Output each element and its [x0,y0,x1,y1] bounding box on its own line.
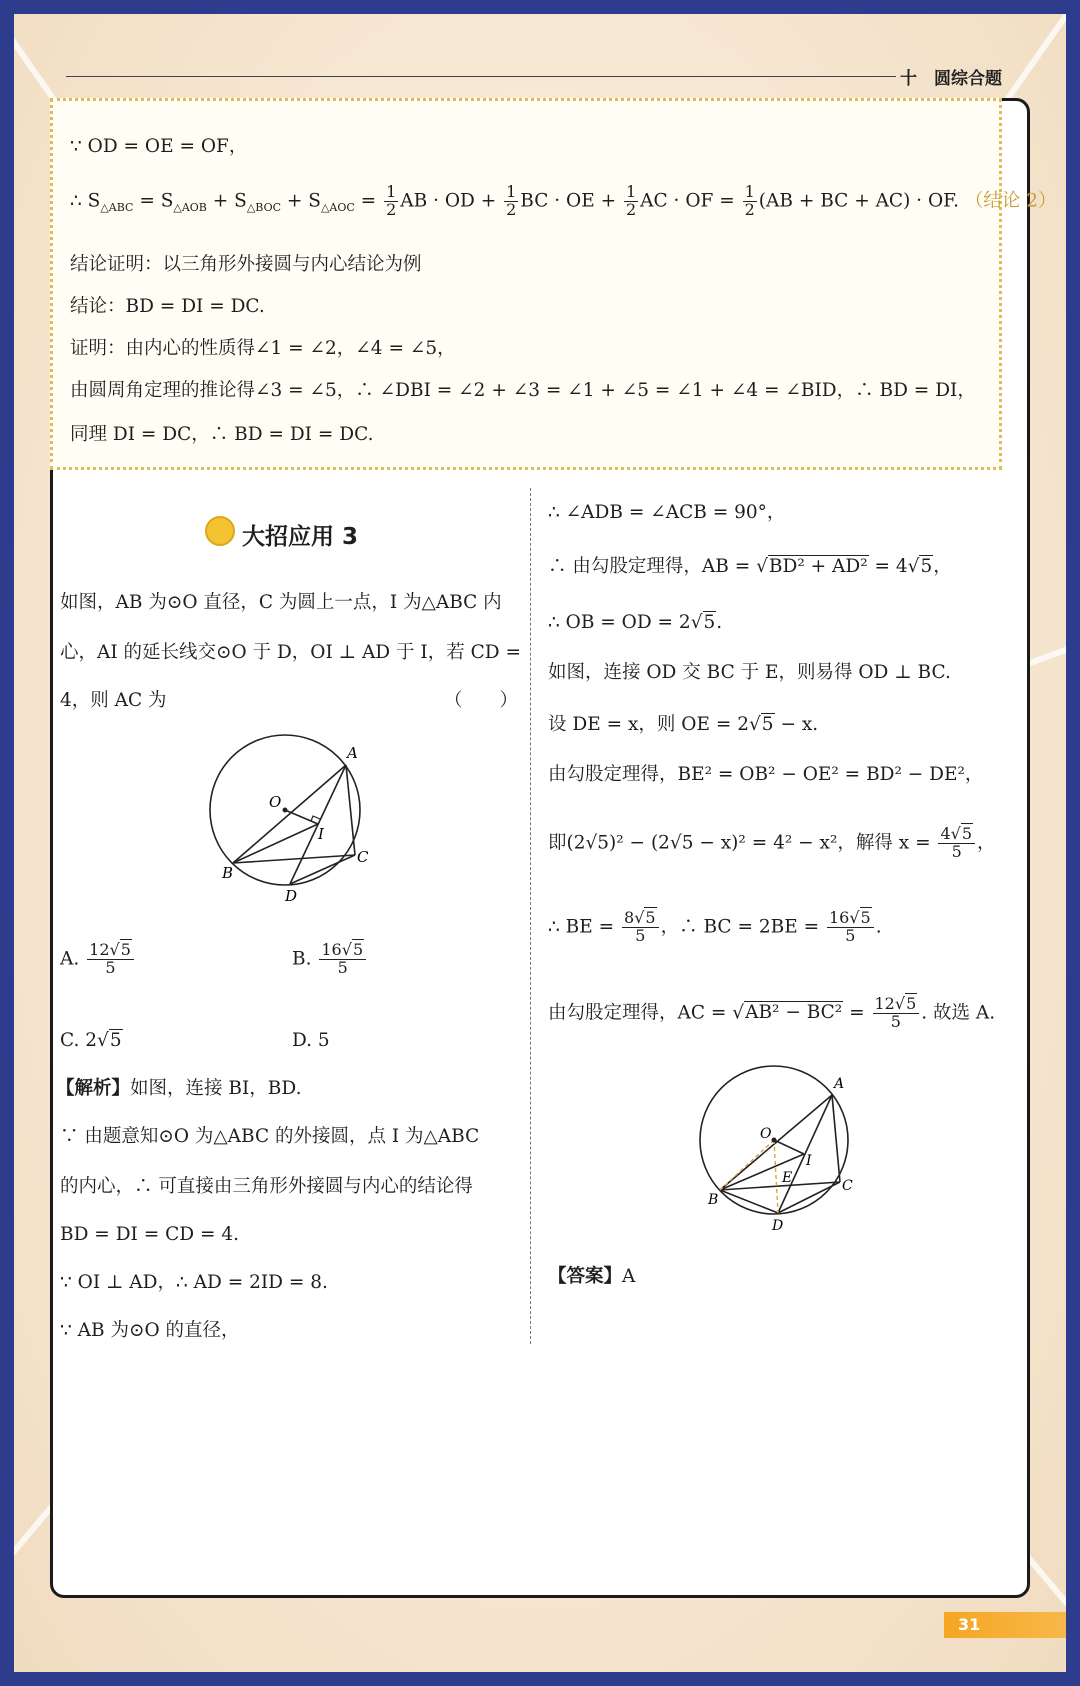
label-c-2: C [842,1178,853,1194]
solution-line-7: 即(2√5)² − (2√5 − x)² = 4² − x²，解得 x = $\frac{4√5}{5}$ ， [548,824,996,861]
label-a: A [347,744,358,762]
solution-line-3: ∴ OB = OD = 2√5. [548,612,723,633]
proof-line-2: 由圆周角定理的推论得∠3 = ∠5，∴ ∠DBI = ∠2 + ∠3 = ∠1 + ∠5 = ∠1 + ∠4 = ∠BID，∴ BD = DI， [70,380,976,401]
label-o-2: O [760,1126,772,1142]
geometry-figure-question [205,728,405,908]
label-b-2: B [708,1192,719,1208]
analysis-line-5: ∵ OI ⊥ AD，∴ AD = 2ID = 8. [60,1272,328,1293]
conclusion-tag: （结论 2） [964,190,1057,212]
segment-bi [233,824,318,863]
solution-line-4: 如图，连接 OD 交 BC 于 E，则易得 OD ⊥ BC. [548,662,951,683]
solution-line-2: ∴ 由勾股定理得，AB = √BD² + AD² = 4√5， [548,556,952,577]
answer-line: 【答案】A [548,1266,636,1287]
analysis-line-2: ∵ 由题意知⊙O 为△ABC 的外接圆，点 I 为△ABC [60,1126,480,1147]
column-divider [530,488,531,1344]
analysis-line-6: ∵ AB 为⊙O 的直径， [60,1320,240,1341]
geometry-figure-solution [698,1058,878,1238]
solution-line-8: ∴ BE = $\frac{8√5}{5}$ ，∴ BC = 2BE = $\frac{16√5}{5}$ . [548,908,882,945]
segment-ac-2 [832,1095,840,1182]
conclusion-statement: 结论：BD = DI = DC. [70,296,265,317]
header-rule [66,76,896,77]
right-angle-mark [311,816,320,821]
segment-bc [233,855,355,863]
proof-title: 结论证明：以三角形外接圆与内心结论为例 [70,254,422,275]
question-line-1: 如图，AB 为⊙O 直径，C 为圆上一点，I 为△ABC 内 [60,592,502,613]
option-b: B. $\frac{16√5}{5}$ [292,942,368,977]
center-dot-2 [772,1138,777,1143]
option-a: A. $\frac{12√5}{5}$ [60,942,136,977]
answer-blank: （ ） [444,690,519,711]
label-o: O [269,793,282,811]
segment-ab [233,765,346,863]
label-i-2: I [806,1153,812,1169]
section-title: 大招应用 3 [242,524,359,550]
solution-line-9: 由勾股定理得，AC = √AB² − BC² = $\frac{12√5}{5}$ . 故选 A. [548,994,996,1031]
section-title-icon [205,516,235,546]
label-e-2: E [782,1170,793,1186]
segment-oi-2 [774,1140,804,1154]
segment-bc-2 [720,1182,840,1190]
analysis-line-4: BD = DI = CD = 4. [60,1224,239,1245]
analysis-line-3: 的内心，∴ 可直接由三角形外接圆与内心的结论得 [60,1176,473,1197]
label-d: D [285,887,298,905]
chapter-title: 十 圆综合题 [900,69,1002,89]
proof-line-3: 同理 DI = DC，∴ BD = DI = DC. [70,424,374,445]
segment-od-dashed [774,1140,778,1213]
analysis-line-1: 【解析】如图，连接 BI，BD. [56,1078,302,1099]
label-d-2: D [772,1218,784,1234]
box-line-1: ∵ OD = OE = OF， [70,136,248,157]
segment-cd-2 [778,1182,840,1213]
question-line-3: 4，则 AC 为 [60,690,167,711]
question-line-2: 心，AI 的延长线交⊙O 于 D，OI ⊥ AD 于 I，若 CD = [60,642,521,663]
label-i: I [318,825,324,843]
solution-line-5: 设 DE = x，则 OE = 2√5 − x. [548,714,819,735]
solution-line-1: ∴ ∠ADB = ∠ACB = 90°， [548,502,786,523]
label-a-2: A [834,1076,845,1092]
label-c: C [357,848,369,866]
option-d: D. 5 [292,1030,330,1051]
box-area-equation: ∴ $S_{\triangle ABC} = S_{\triangle AOB} + S_{\triangle BOC} + S_{\triangle AOC}$ = $\frac{1}{2}$ AB · OD + $\frac{1}{2}$ BC · OE + $\frac{1}{2}$ AC · OF = $\frac{1}{2}$ (AB + BC + AC) · OF. （结论 2） [70,182,1057,219]
page-number: 31 [944,1612,1066,1638]
option-c: C. 2√5 [60,1030,122,1051]
center-dot [283,808,288,813]
label-b: B [222,864,234,882]
proof-line-1: 证明：由内心的性质得∠1 = ∠2，∠4 = ∠5， [70,338,456,359]
solution-line-6: 由勾股定理得，BE² = OB² − OE² = BD² − DE²， [548,764,984,785]
